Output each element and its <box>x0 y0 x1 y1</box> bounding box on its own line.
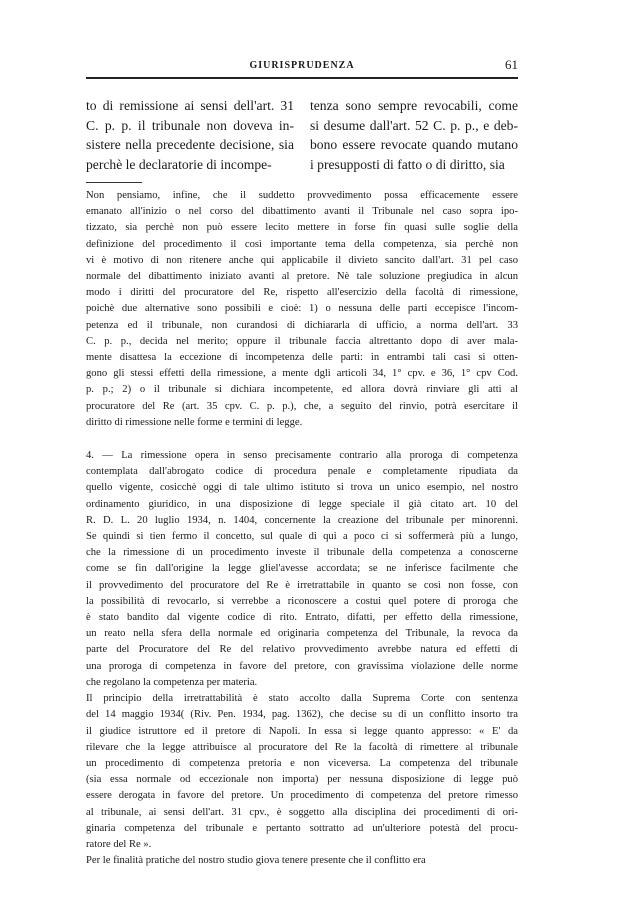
footnote-line: 4. — La rimessione opera in senso precisamente contrario alla proroga di competenza <box>86 450 518 462</box>
footnote-paragraph <box>86 448 518 691</box>
footnote-line: Il principio della irretrattabilità è stato accolto dalla Suprema Corte con sentenza <box>86 693 518 705</box>
footnote-paragraph <box>86 853 518 869</box>
footnote-line: come se fin dall'origine la legge gliel'avesse accordata; se ne inferisce facilmente che <box>86 563 518 575</box>
left-column-line: sistere nella precedente decisione, sia <box>86 137 294 152</box>
left-column-line: C. p. p. il tribunale non doveva in- <box>86 117 294 133</box>
footnote-line: contemplata dall'abrogato codice di procedura penale e completamente ripudiata da <box>86 466 518 478</box>
footnote-line: il giudice istruttore ed il pretore di Napoli. In essa si legge quanto appresso: « E' da <box>86 725 518 737</box>
right-column-line: bono essere revocate quando mutano <box>310 137 518 152</box>
footnote-line: petenza ed il tribunale, non curandosi di dichiararla di ufficio, a norma dell'art. 33 <box>86 319 518 331</box>
footnote-line: tizzato, sia perchè non può essere lecito mettere in forse fin quasi sulle soglie della <box>86 222 518 234</box>
footnote-line: rilevare che la legge attribuisce al procuratore del Re la facoltà di rimettere al tribunale <box>86 741 518 753</box>
footnote-line: ratore del Re ». <box>86 838 152 850</box>
footnote-line: una proroga di competenza in favore del pretore, con gravissima violazione delle norme <box>86 660 518 672</box>
left-column-line: to di remissione ai sensi dell'art. 31 <box>86 98 294 113</box>
running-title: GIURISPRUDENZA <box>249 60 355 71</box>
footnote-line: diritto di rimessione nelle forme e termini di legge. <box>86 416 303 428</box>
footnote-line: Se quindi si tien fermo il concetto, sul quale di qui a poco ci si soffermerà più a lungo, <box>86 531 518 543</box>
paragraph-gap <box>86 431 518 448</box>
footnote-line: emanato all'inizio o nel corso del dibattimento avanti il Tribunale nel caso sopra ipo- <box>86 206 518 218</box>
page-number: 61 <box>505 57 518 72</box>
footnote-block <box>86 188 518 869</box>
footnote-line: quello vigente, cosicchè oggi di tale ultimo istituto si trova un unico esempio, nel nostro <box>86 482 518 494</box>
footnote-line: (sia essa normale od eccezionale non importa) per nessuna disposizione di legge può <box>86 774 518 786</box>
footnote-line: del 14 maggio 1934( (Riv. Pen. 1934, pag. 1362), che decise su di un conflitto insorto tra <box>86 709 518 721</box>
footnote-line: ginaria competenza del tribunale e pertanto sottratto ad un'ulteriore potestà del procu- <box>86 822 518 834</box>
footnote-line: gono gli stessi effetti della rimessione, a mente dgli articoli 34, 1° cpv. e 36, 1° cpv Cod. <box>86 368 518 380</box>
footnote-line: poichè due alternative sono possibili e cioè: 1) o nessuna delle parti eccepisce l'incom- <box>86 303 518 315</box>
right-column-line: si desume dall'art. 52 C. p. p., e deb- <box>310 117 518 133</box>
footnote-line: vi è motivo di non ritenere anche qui applicabile il divieto sancito dall'art. 31 pel caso <box>86 254 518 266</box>
footnote-line: ordinamento giuridico, in una disposizione di legge speciale il già citato art. 10 del <box>86 498 518 510</box>
footnote-line: C. p. p., decida nel merito; oppure il tribunale faccia altrettanto dopo di aver mala- <box>86 335 518 347</box>
footnote-line: procuratore del Re (art. 35 cpv. C. p. p.), che, a seguito del rinvio, potrà esercitare il <box>86 400 518 412</box>
footnote-line: p. p.; 2) o il tribunale si dichiara incompetente, ed allora dovrà rinviare gli atti al <box>86 384 518 396</box>
footnote-line: al tribunale, ai sensi dell'art. 31 cpv., è soggetto alla disciplina dei procedimenti di ori- <box>86 806 518 818</box>
footnote-line: normale del dibattimento iniziato avanti al pretore. Nè tale soluzione pregiudica in alcun <box>86 271 518 283</box>
footnote-line: la possibilità di revocarlo, si verrebbe a riconoscere a costui quel potere di proroga che <box>86 595 518 607</box>
footnote-line: modo i diritti del procuratore del Re, rispetto all'esercizio della facoltà di rimessione, <box>86 287 518 299</box>
footnote-line: Non pensiamo, infine, che il suddetto provvedimento possa efficacemente essere <box>86 190 518 201</box>
footnote-line: mente disattesa la eccezione di incompetenza delle parti: in entrambi tali casi si otten- <box>86 352 518 364</box>
footnote-line: definizione del procedimento il così importante tema della competenza, sia perchè non <box>86 238 518 250</box>
footnote-line: che regolano la competenza per materia. <box>86 676 258 688</box>
footnote-line: un procedimento di competenza pretoria e non viceversa. La competenza del tribunale <box>86 757 518 769</box>
right-column-line: tenza sono sempre revocabili, come <box>310 98 518 113</box>
footnote-line: essere derogata in favore del pretore. Un procedimento di competenza del pretore rimesso <box>86 790 518 802</box>
footnote-line: il provvedimento del procuratore del Re è irretrattabile in quanto se così non fosse, con <box>86 579 518 591</box>
running-header <box>86 56 518 76</box>
footnote-paragraph <box>86 188 518 431</box>
right-column <box>310 96 518 174</box>
footnote-line: R. D. L. 20 luglio 1934, n. 1404, concernente la creazione del tribunale per minorenni. <box>86 514 518 526</box>
footnote-line: è stato bandito dal vigente codice di rito. Entrato, difatti, per effetto della rimessione, <box>86 612 518 624</box>
right-column-line: i presupposti di fatto o di diritto, sia <box>310 156 505 172</box>
main-text-columns <box>86 96 518 174</box>
footnote-separator <box>86 182 142 183</box>
footnote-line: che la rimessione di un procedimento investe il tribunale della competenza a conoscerne <box>86 547 518 559</box>
footnote-line: parte del Procuratore del Re del relativo provvedimento avrebbe natura ed effetti di <box>86 644 518 656</box>
footnote-line: Per le finalità pratiche del nostro studio giova tenere presente che il conflitto era <box>86 855 426 867</box>
header-rule <box>86 77 518 79</box>
footnote-line: un reato nella sfera della normale ed originaria competenza del Tribunale, la revoca da <box>86 628 518 640</box>
footnote-paragraph <box>86 691 518 853</box>
left-column <box>86 96 294 174</box>
left-column-line: perchè le declaratorie di incompe- <box>86 156 272 172</box>
